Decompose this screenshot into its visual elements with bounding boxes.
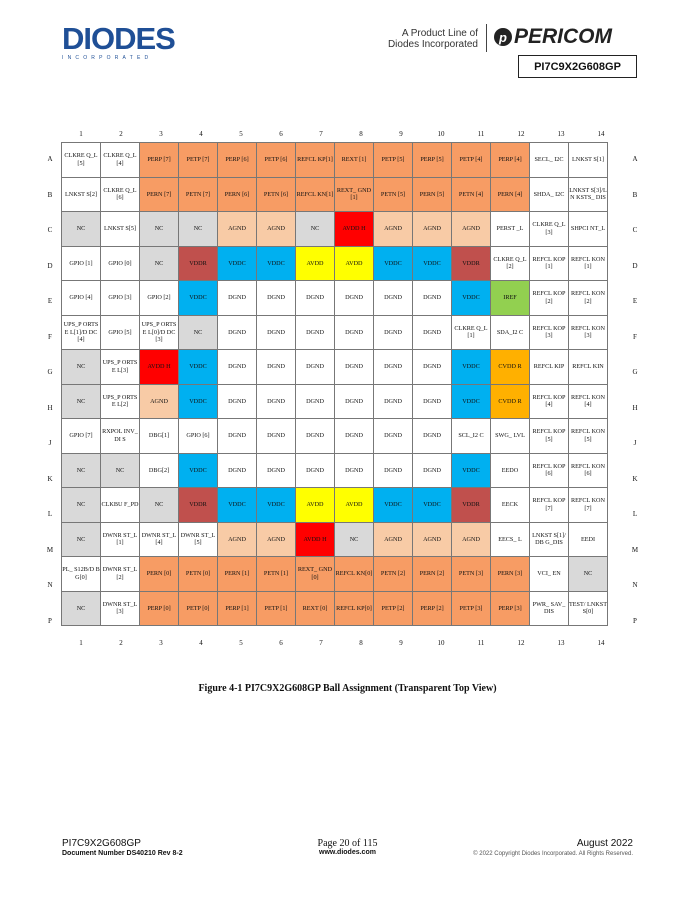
ball-cell: REFCL KON[3] xyxy=(569,315,608,350)
figure-caption: Figure 4-1 PI7C9X2G608GP Ball Assignment (Transparent Top View) xyxy=(198,683,497,694)
ball-cell: VDDR xyxy=(452,246,491,281)
ball-cell: RXPOL INV_DI S xyxy=(101,419,140,454)
footer-copyright: © 2022 Copyright Diodes Incorporated. All Rights Reserved. xyxy=(473,851,633,857)
ball-cell: REFCL KON[4] xyxy=(569,384,608,419)
header-divider xyxy=(486,24,487,52)
ball-cell: DGND xyxy=(374,419,413,454)
ball-cell: AGND xyxy=(413,522,452,557)
ball-cell: LNKST S[5] xyxy=(101,212,140,247)
ball-cell: LNKST S[3]/LN KSTS_ DIS xyxy=(569,177,608,212)
ball-cell: REFCL KOP[5] xyxy=(530,419,569,454)
ball-cell: NC xyxy=(62,591,101,626)
ball-cell: REFCL KON[7] xyxy=(569,488,608,523)
ball-cell: AGND xyxy=(413,212,452,247)
ball-cell: AGND xyxy=(257,212,296,247)
ball-cell: NC xyxy=(62,350,101,385)
ball-cell: PETP [1] xyxy=(257,591,296,626)
ball-cell: DGND xyxy=(335,453,374,488)
row-label: F xyxy=(48,332,52,341)
ball-cell: DGND xyxy=(257,453,296,488)
ball-cell: REFCL KP[0] xyxy=(335,591,374,626)
ball-cell: DBG[1] xyxy=(140,419,179,454)
ball-cell: REFCL KOP[3] xyxy=(530,315,569,350)
ball-cell: NC xyxy=(335,522,374,557)
grid-row xyxy=(62,419,608,454)
ball-cell: PETN [3] xyxy=(452,557,491,592)
row-label: D xyxy=(47,261,53,270)
row-label: L xyxy=(47,510,53,518)
row-label: E xyxy=(47,297,53,305)
column-number: 10 xyxy=(437,639,445,647)
ball-cell: DGND xyxy=(257,315,296,350)
ball-cell: PERP [0] xyxy=(140,591,179,626)
column-number: 9 xyxy=(399,639,403,647)
pericom-logo xyxy=(494,25,612,49)
ball-cell: REXT [1] xyxy=(335,143,374,178)
ball-cell: PERN [3] xyxy=(491,557,530,592)
ball-cell: DWNR ST_L [1] xyxy=(101,522,140,557)
ball-cell: CLKRE Q_L[4] xyxy=(101,143,140,178)
ball-cell: VDDC xyxy=(374,246,413,281)
ball-cell: PERP [7] xyxy=(140,143,179,178)
column-number: 6 xyxy=(279,130,283,138)
ball-cell: VDDC xyxy=(413,246,452,281)
column-number: 12 xyxy=(517,639,525,647)
row-label: N xyxy=(47,581,53,589)
ball-cell: EEDI xyxy=(569,522,608,557)
ball-cell: NC xyxy=(296,212,335,247)
ball-cell: AGND xyxy=(374,212,413,247)
ball-cell: AVDD H xyxy=(296,522,335,557)
ball-cell: DWNR ST_L [3] xyxy=(101,591,140,626)
ball-cell: AGND xyxy=(218,522,257,557)
ball-cell: GPIO [7] xyxy=(62,419,101,454)
ball-cell: PETN [6] xyxy=(257,177,296,212)
footer-part-number: PI7C9X2G608GP xyxy=(62,838,141,849)
ball-cell: LNKST S[1] xyxy=(569,143,608,178)
column-number: 11 xyxy=(477,639,485,647)
ball-cell: DGND xyxy=(374,350,413,385)
grid-row xyxy=(62,315,608,350)
row-label: P xyxy=(633,616,637,625)
ball-cell: CVDD R xyxy=(491,384,530,419)
ball-cell: NC xyxy=(140,212,179,247)
ball-cell: REFCL KIP xyxy=(530,350,569,385)
ball-cell: DGND xyxy=(218,281,257,316)
column-number: 4 xyxy=(199,130,203,138)
ball-cell: VDDC xyxy=(257,488,296,523)
ball-cell: GPIO [6] xyxy=(179,419,218,454)
column-number: 7 xyxy=(319,639,323,647)
ball-cell: SHPCI NT_L xyxy=(569,212,608,247)
ball-cell: SCL_I2 C xyxy=(452,419,491,454)
column-number: 1 xyxy=(79,639,83,647)
ball-cell: DGND xyxy=(296,419,335,454)
row-label: K xyxy=(47,474,53,483)
ball-cell: PETN [5] xyxy=(374,177,413,212)
ball-cell: REFCL KOP[4] xyxy=(530,384,569,419)
ball-cell: PERP [6] xyxy=(218,143,257,178)
ball-cell: DGND xyxy=(296,281,335,316)
ball-cell: DWNR ST_L [5] xyxy=(179,522,218,557)
grid-row xyxy=(62,591,608,626)
ball-cell: REXT_ GND[0] xyxy=(296,557,335,592)
ball-cell: NC xyxy=(62,488,101,523)
column-number: 3 xyxy=(159,130,163,138)
ball-cell: SDA_I2 C xyxy=(491,315,530,350)
footer-date: August 2022 xyxy=(576,838,633,849)
grid-row xyxy=(62,453,608,488)
part-number-box: PI7C9X2G608GP xyxy=(518,55,637,78)
ball-cell: DGND xyxy=(413,315,452,350)
row-label: P xyxy=(48,616,52,625)
ball-cell: PERN [4] xyxy=(491,177,530,212)
ball-cell: VDDC xyxy=(452,384,491,419)
column-number: 5 xyxy=(239,639,243,647)
ball-cell: DGND xyxy=(374,315,413,350)
footer-doc-number: Document Number DS40210 Rev 8-2 xyxy=(62,850,183,857)
ball-cell: PL_ S12B/D BG[0] xyxy=(62,557,101,592)
ball-cell: LNKST S[1]/DB G_DIS xyxy=(530,522,569,557)
ball-cell: UPS_P ORTSE L[2] xyxy=(101,384,140,419)
column-number: 2 xyxy=(119,639,123,647)
column-number: 2 xyxy=(119,130,123,138)
row-label: C xyxy=(632,226,638,234)
ball-cell: DGND xyxy=(413,350,452,385)
column-number: 12 xyxy=(517,130,525,138)
ball-cell: PETP [5] xyxy=(374,143,413,178)
ball-cell: NC xyxy=(569,557,608,592)
row-label: A xyxy=(47,155,53,163)
footer-right xyxy=(473,838,633,857)
ball-cell: DGND xyxy=(413,419,452,454)
ball-cell: VDDC xyxy=(257,246,296,281)
column-numbers-bottom xyxy=(61,639,631,649)
ball-cell: REFCL KOP[6] xyxy=(530,453,569,488)
ball-cell: AGND xyxy=(452,212,491,247)
ball-cell: NC xyxy=(179,315,218,350)
ball-cell: VDDC xyxy=(179,350,218,385)
ball-cell: SHDA_ I2C xyxy=(530,177,569,212)
ball-cell: DGND xyxy=(374,281,413,316)
column-number: 11 xyxy=(477,130,485,138)
row-label: H xyxy=(47,403,53,412)
ball-cell: TEST/ LNKST S[0] xyxy=(569,591,608,626)
ball-cell: CLKRE Q_L[5] xyxy=(62,143,101,178)
ball-cell: EECS_ L xyxy=(491,522,530,557)
ball-cell: AGND xyxy=(140,384,179,419)
ball-cell: VDDR xyxy=(452,488,491,523)
ball-cell: LNKST S[2] xyxy=(62,177,101,212)
ball-cell: REFCL KN[1] xyxy=(296,177,335,212)
ball-cell: REFCL KON[5] xyxy=(569,419,608,454)
ball-cell: EEDO xyxy=(491,453,530,488)
ball-cell: DGND xyxy=(218,315,257,350)
ball-cell: NC xyxy=(62,212,101,247)
ball-cell: DGND xyxy=(218,419,257,454)
column-number: 8 xyxy=(359,130,363,138)
ball-cell: DGND xyxy=(374,384,413,419)
ball-cell: DGND xyxy=(335,315,374,350)
ball-cell: DBG[2] xyxy=(140,453,179,488)
ball-cell: DGND xyxy=(257,281,296,316)
grid-row xyxy=(62,522,608,557)
ball-cell: PERN [5] xyxy=(413,177,452,212)
ball-cell: CLKRE Q_L[3] xyxy=(530,212,569,247)
grid-row xyxy=(62,488,608,523)
ball-cell: CLKRE Q_L[6] xyxy=(101,177,140,212)
column-number: 4 xyxy=(199,639,203,647)
ball-cell: VCI_ EN xyxy=(530,557,569,592)
ball-cell: CLKRE Q_L[2] xyxy=(491,246,530,281)
ball-cell: NC xyxy=(62,384,101,419)
grid-row xyxy=(62,177,608,212)
ball-cell: NC xyxy=(140,246,179,281)
ball-cell: PERP [5] xyxy=(413,143,452,178)
ball-cell: REFCL KP[1] xyxy=(296,143,335,178)
ball-cell: PETP [0] xyxy=(179,591,218,626)
ball-cell: PERN [2] xyxy=(413,557,452,592)
ball-cell: PERST _L xyxy=(491,212,530,247)
ball-cell: PERP [3] xyxy=(491,591,530,626)
ball-cell: PETP [2] xyxy=(374,591,413,626)
ball-cell: UPS_P ORTSE L[1]/D DC[4] xyxy=(62,315,101,350)
ball-cell: DGND xyxy=(296,453,335,488)
ball-cell: AGND xyxy=(452,522,491,557)
ball-cell: REFCL KOP[7] xyxy=(530,488,569,523)
ball-cell: DGND xyxy=(413,281,452,316)
column-number: 1 xyxy=(79,130,83,138)
row-label: D xyxy=(632,261,638,270)
diodes-logo: DIODES xyxy=(62,21,175,56)
row-label: G xyxy=(47,368,53,376)
column-number: 7 xyxy=(319,130,323,138)
ball-cell: PETN [7] xyxy=(179,177,218,212)
ball-cell: PERN [0] xyxy=(140,557,179,592)
ball-cell: PWR_ SAV_ DIS xyxy=(530,591,569,626)
ball-cell: DGND xyxy=(257,384,296,419)
ball-cell: REXT_ GND[1] xyxy=(335,177,374,212)
row-label: E xyxy=(632,297,638,305)
footer-page-number: Page 20 of 115 xyxy=(317,838,378,849)
ball-cell: AVDD xyxy=(335,246,374,281)
column-number: 14 xyxy=(597,639,605,647)
ball-cell: DGND xyxy=(218,384,257,419)
ball-cell: NC xyxy=(62,453,101,488)
ball-cell: NC xyxy=(101,453,140,488)
ball-cell: DWNR ST_L [2] xyxy=(101,557,140,592)
row-label: B xyxy=(47,190,53,199)
ball-cell: DGND xyxy=(335,384,374,419)
ball-cell: REXT [0] xyxy=(296,591,335,626)
ball-cell: GPIO [5] xyxy=(101,315,140,350)
grid-row xyxy=(62,212,608,247)
ball-cell: PETN [2] xyxy=(374,557,413,592)
ball-cell: PETN [0] xyxy=(179,557,218,592)
ball-cell: VDDC xyxy=(179,281,218,316)
ball-cell: VDDC xyxy=(452,453,491,488)
ball-cell: PETP [4] xyxy=(452,143,491,178)
ball-cell: DGND xyxy=(335,281,374,316)
ball-cell: VDDC xyxy=(179,453,218,488)
ball-cell: NC xyxy=(179,212,218,247)
ball-cell: CLKRE Q_L[1] xyxy=(452,315,491,350)
ball-cell: REFCL KOP[2] xyxy=(530,281,569,316)
row-label: H xyxy=(632,403,638,412)
ball-cell: VDDC xyxy=(452,350,491,385)
ball-cell: AVDD xyxy=(296,488,335,523)
column-number: 14 xyxy=(597,130,605,138)
column-number: 5 xyxy=(239,130,243,138)
grid-row xyxy=(62,246,608,281)
ball-cell: PETN [4] xyxy=(452,177,491,212)
ball-cell: DGND xyxy=(374,453,413,488)
row-label: F xyxy=(633,332,637,341)
ball-cell: VDDR xyxy=(179,246,218,281)
ball-cell: REFCL KON[1] xyxy=(569,246,608,281)
ball-cell: PERN [7] xyxy=(140,177,179,212)
ball-cell: DGND xyxy=(413,384,452,419)
ball-cell: VDDC xyxy=(413,488,452,523)
ball-cell: AVDD xyxy=(335,488,374,523)
ball-cell: GPIO [0] xyxy=(101,246,140,281)
pericom-logo-text: PERICOM xyxy=(514,25,613,48)
column-number: 6 xyxy=(279,639,283,647)
ball-cell: GPIO [3] xyxy=(101,281,140,316)
column-numbers-top xyxy=(61,130,631,140)
product-line-text: A Product Line of Diodes Incorporated xyxy=(387,28,478,50)
row-label: B xyxy=(632,190,638,199)
ball-cell: IREF xyxy=(491,281,530,316)
ball-cell: PETP [3] xyxy=(452,591,491,626)
column-number: 8 xyxy=(359,639,363,647)
row-label: G xyxy=(632,368,638,376)
column-number: 13 xyxy=(557,130,565,138)
grid-row xyxy=(62,281,608,316)
ball-cell: GPIO [2] xyxy=(140,281,179,316)
column-number: 10 xyxy=(437,130,445,138)
ball-cell: VDDR xyxy=(179,488,218,523)
ball-cell: DGND xyxy=(296,384,335,419)
ball-cell: AGND xyxy=(218,212,257,247)
column-number: 13 xyxy=(557,639,565,647)
ball-cell: AGND xyxy=(374,522,413,557)
ball-cell: AVDD H xyxy=(140,350,179,385)
row-label: K xyxy=(632,474,638,483)
ball-cell: VDDC xyxy=(179,384,218,419)
ball-cell: AVDD H xyxy=(335,212,374,247)
ball-cell: AGND xyxy=(257,522,296,557)
footer-url[interactable]: www.diodes.com xyxy=(319,849,376,856)
ball-cell: VDDC xyxy=(218,488,257,523)
ball-cell: UPS_P ORTSE L[0]/D DC[3] xyxy=(140,315,179,350)
ball-cell: SWG_ LVL xyxy=(491,419,530,454)
ball-cell: PERP [4] xyxy=(491,143,530,178)
ball-assignment-grid xyxy=(61,142,608,626)
ball-cell: DGND xyxy=(413,453,452,488)
row-label: M xyxy=(46,545,54,554)
row-label: J xyxy=(48,439,52,447)
ball-cell: AVDD xyxy=(296,246,335,281)
ball-cell: DGND xyxy=(296,350,335,385)
ball-cell: PETN [1] xyxy=(257,557,296,592)
ball-cell: PERN [1] xyxy=(218,557,257,592)
grid-row xyxy=(62,143,608,178)
ball-cell: DWNR ST_L [4] xyxy=(140,522,179,557)
ball-cell: PERN [6] xyxy=(218,177,257,212)
ball-cell: SECL_ I2C xyxy=(530,143,569,178)
ball-cell: DGND xyxy=(218,350,257,385)
ball-cell: VDDC xyxy=(374,488,413,523)
row-label: L xyxy=(632,510,638,518)
column-number: 3 xyxy=(159,639,163,647)
grid-row xyxy=(62,384,608,419)
ball-cell: GPIO [4] xyxy=(62,281,101,316)
row-label: A xyxy=(632,155,638,163)
ball-cell: CLKBU F_PD xyxy=(101,488,140,523)
grid-row xyxy=(62,557,608,592)
ball-cell: VDDC xyxy=(452,281,491,316)
ball-cell: DGND xyxy=(257,350,296,385)
ball-cell: NC xyxy=(140,488,179,523)
ball-cell: NC xyxy=(62,522,101,557)
ball-cell: DGND xyxy=(335,419,374,454)
pericom-mark-icon: p xyxy=(494,28,512,46)
column-number: 9 xyxy=(399,130,403,138)
ball-cell: REFCL KIN xyxy=(569,350,608,385)
ball-cell: DGND xyxy=(218,453,257,488)
ball-cell: GPIO [1] xyxy=(62,246,101,281)
ball-cell: EECK xyxy=(491,488,530,523)
ball-cell: REFCL KN[0] xyxy=(335,557,374,592)
ball-cell: PETP [6] xyxy=(257,143,296,178)
ball-cell: DGND xyxy=(257,419,296,454)
row-label: M xyxy=(631,545,639,554)
ball-cell: PETP [7] xyxy=(179,143,218,178)
ball-cell: REFCL KON[2] xyxy=(569,281,608,316)
ball-cell: DGND xyxy=(335,350,374,385)
ball-cell: CVDD R xyxy=(491,350,530,385)
ball-cell: PERP [1] xyxy=(218,591,257,626)
ball-cell: PERP [2] xyxy=(413,591,452,626)
ball-cell: UPS_P ORTSE L[3] xyxy=(101,350,140,385)
row-label: N xyxy=(632,581,638,589)
ball-cell: REFCL KOP[1] xyxy=(530,246,569,281)
ball-cell: VDDC xyxy=(218,246,257,281)
row-label: J xyxy=(633,439,637,447)
ball-cell: DGND xyxy=(296,315,335,350)
diodes-logo-subtext: INCORPORATED xyxy=(62,55,153,61)
ball-cell: REFCL KON[6] xyxy=(569,453,608,488)
grid-row xyxy=(62,350,608,385)
row-label: C xyxy=(47,226,53,234)
